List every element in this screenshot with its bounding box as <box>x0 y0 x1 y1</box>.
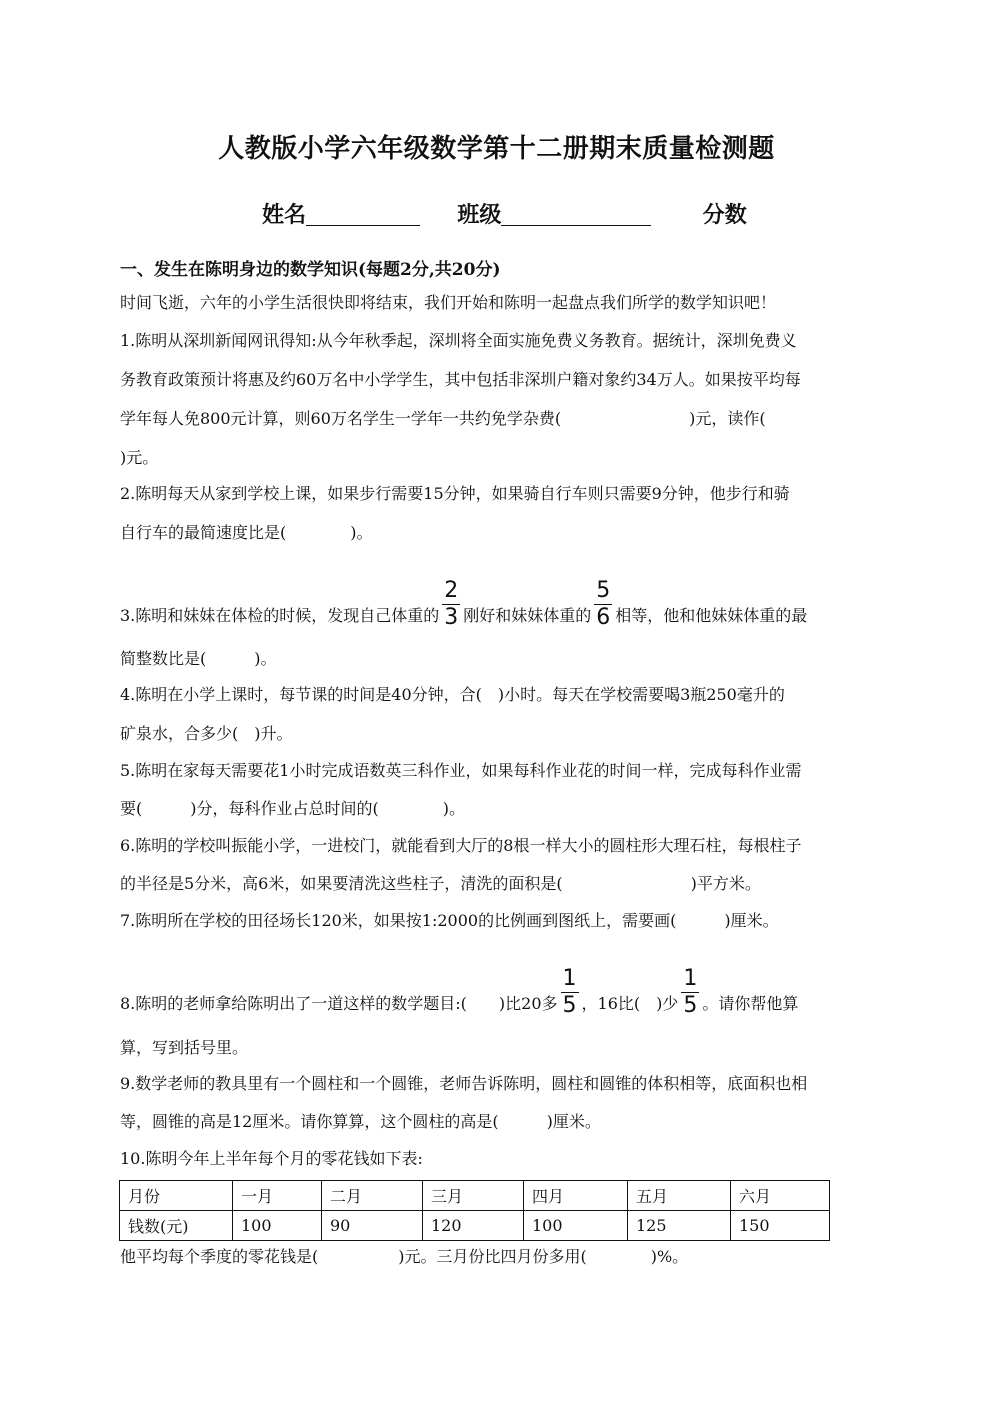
table-cell: 100 <box>233 1211 322 1241</box>
class-blank[interactable] <box>501 201 651 226</box>
q3-text-part-1: 3.陈明和妹妹在体检的时候，发现自己体重的 <box>120 606 440 625</box>
pocket-money-table <box>119 1180 830 1241</box>
fraction-denominator: 6 <box>596 605 611 630</box>
table-header-cell: 四月 <box>524 1181 628 1211</box>
q9-line-2: 等，圆锥的高是12厘米。请你算算，这个圆柱的高是( )厘米。 <box>120 1112 601 1131</box>
q1-line-2: 务教育政策预计将惠及约60万名中小学学生，其中包括非深圳户籍对象约34万人。如果按平均每 <box>120 370 801 389</box>
table-cell: 90 <box>322 1211 423 1241</box>
q4-line-1: 4.陈明在小学上课时，每节课的时间是40分钟，合( )小时。每天在学校需要喝3瓶250毫升的 <box>120 685 785 704</box>
fraction-two-thirds <box>442 578 460 631</box>
fraction-one-fifth <box>561 966 579 1019</box>
q1-line-1: 1.陈明从深圳新闻网讯得知:从今年秋季起，深圳将全面实施免费义务教育。据统计，深圳免费义 <box>120 331 797 350</box>
q1-line-4: )元。 <box>120 448 159 467</box>
q8-text-part-2: ，16比( )少 <box>581 994 679 1013</box>
q5-line-2: 要( )分，每科作业占总时间的( )。 <box>120 799 465 818</box>
q8-text-part-3: 。请你帮他算 <box>702 994 799 1013</box>
fraction-one-fifth <box>681 966 699 1019</box>
table-cell: 125 <box>628 1211 731 1241</box>
q3-text-part-2: 刚好和妹妹体重的 <box>463 606 592 625</box>
section-heading: 一、发生在陈明身边的数学知识(每题2分,共20分) <box>120 260 501 280</box>
table-cell: 100 <box>524 1211 628 1241</box>
table-header-cell: 一月 <box>233 1181 322 1211</box>
q6-line-2: 的半径是5分米，高6米，如果要清洗这些柱子，清洗的面积是( )平方米。 <box>120 874 761 893</box>
table-cell: 钱数(元) <box>120 1211 233 1241</box>
fraction-numerator: 1 <box>683 966 698 991</box>
fraction-denominator: 5 <box>683 993 698 1018</box>
q10-line-2: 他平均每个季度的零花钱是( )元。三月份比四月份多用( )%。 <box>120 1247 689 1266</box>
score-label: 分数 <box>702 202 747 228</box>
q5-line-1: 5.陈明在家每天需要花1小时完成语数英三科作业，如果每科作业花的时间一样，完成每科作业需 <box>120 761 802 780</box>
q9-line-1: 9.数学老师的教具里有一个圆柱和一个圆锥，老师告诉陈明，圆柱和圆锥的体积相等，底面积也相 <box>120 1074 808 1093</box>
table-header-cell: 月份 <box>120 1181 233 1211</box>
table-row <box>120 1211 830 1241</box>
fraction-numerator: 1 <box>562 966 577 991</box>
table-header-cell: 二月 <box>322 1181 423 1211</box>
fraction-denominator: 5 <box>562 993 577 1018</box>
fraction-numerator: 5 <box>596 578 611 603</box>
q3-text-part-3: 相等，他和他妹妹体重的最 <box>615 606 808 625</box>
q1-line-3: 学年每人免800元计算，则60万名学生一学年一共约免学杂费( )元，读作( <box>120 409 766 428</box>
table-cell: 120 <box>423 1211 524 1241</box>
q7-line-1: 7.陈明所在学校的田径场长120米，如果按1:2000的比例画到图纸上，需要画( )厘米。 <box>120 911 779 930</box>
fraction-numerator: 2 <box>444 578 459 603</box>
q4-line-2: 矿泉水，合多少( )升。 <box>120 724 293 743</box>
table-header-row <box>120 1181 830 1211</box>
q3-line-1 <box>120 578 880 643</box>
fraction-five-sixths <box>594 578 612 631</box>
table-cell: 150 <box>731 1211 830 1241</box>
q8-line-1 <box>120 966 880 1031</box>
q8-line-2: 算，写到括号里。 <box>120 1038 249 1057</box>
table-header-cell: 五月 <box>628 1181 731 1211</box>
fraction-denominator: 3 <box>444 605 459 630</box>
table-header-cell: 六月 <box>731 1181 830 1211</box>
student-info-row <box>262 198 747 229</box>
page-title: 人教版小学六年级数学第十二册期末质量检测题 <box>218 134 775 164</box>
name-blank[interactable] <box>306 201 420 226</box>
name-label: 姓名 <box>262 202 307 228</box>
q10-line-1: 10.陈明今年上半年每个月的零花钱如下表: <box>120 1149 423 1168</box>
class-label: 班级 <box>457 202 502 228</box>
table-header-cell: 三月 <box>423 1181 524 1211</box>
q8-text-part-1: 8.陈明的老师拿给陈明出了一道这样的数学题目:( )比20多 <box>120 994 558 1013</box>
q2-line-1: 2.陈明每天从家到学校上课，如果步行需要15分钟，如果骑自行车则只需要9分钟，他步行和骑 <box>120 484 790 503</box>
q2-line-2: 自行车的最简速度比是( )。 <box>120 523 373 542</box>
q3-line-2: 简整数比是( )。 <box>120 649 277 668</box>
section-intro: 时间飞逝，六年的小学生活很快即将结束，我们开始和陈明一起盘点我们所学的数学知识吧！ <box>120 293 777 312</box>
q6-line-1: 6.陈明的学校叫振能小学，一进校门，就能看到大厅的8根一样大小的圆柱形大理石柱，每根柱子 <box>120 836 802 855</box>
